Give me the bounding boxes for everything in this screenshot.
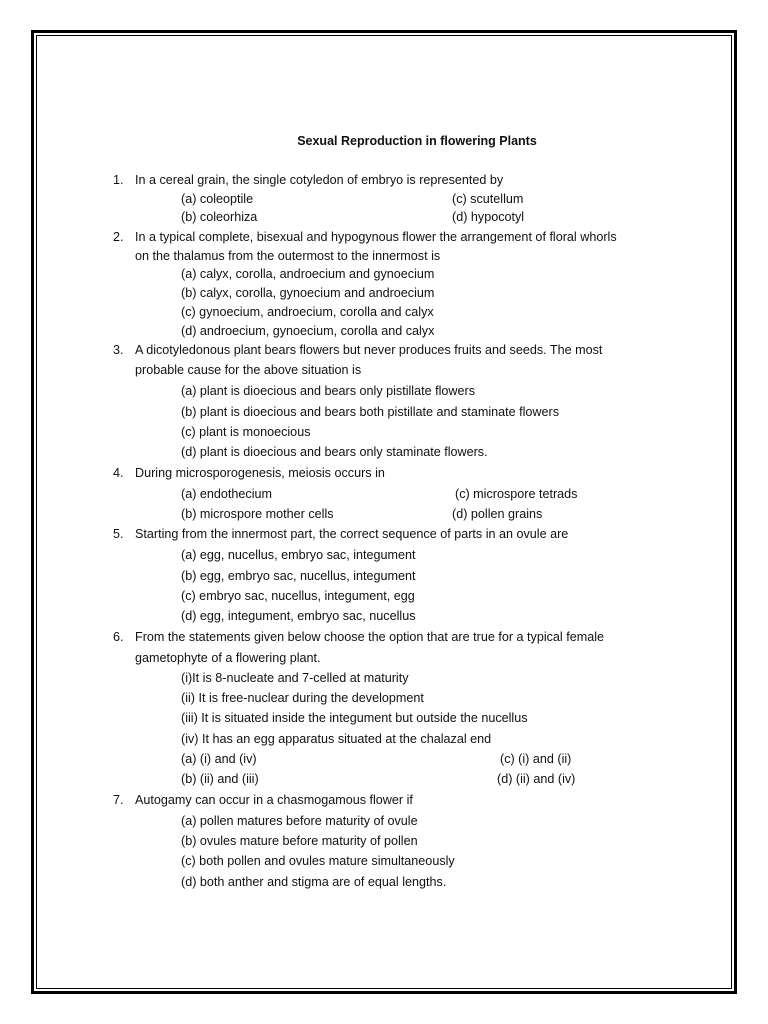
document-title: Sexual Reproduction in flowering Plants bbox=[297, 134, 537, 148]
option: (b) microspore mother cells bbox=[181, 507, 334, 521]
question-number: 3. bbox=[113, 343, 124, 357]
option: (c) (i) and (ii) bbox=[500, 752, 572, 766]
option: (c) scutellum bbox=[452, 192, 524, 206]
option: (d) pollen grains bbox=[452, 507, 543, 521]
option: (d) androecium, gynoecium, corolla and calyx bbox=[181, 324, 435, 338]
option: (c) plant is monoecious bbox=[181, 425, 311, 439]
option: (b) plant is dioecious and bears both pistillate and staminate flowers bbox=[181, 405, 560, 419]
option: (d) both anther and stigma are of equal lengths. bbox=[181, 875, 447, 889]
option: (b) calyx, corolla, gynoecium and androecium bbox=[181, 286, 435, 300]
option: (b) (ii) and (iii) bbox=[181, 772, 259, 786]
question-number: 7. bbox=[113, 793, 124, 807]
option: (d) (ii) and (iv) bbox=[497, 772, 576, 786]
option: (a) coleoptile bbox=[181, 192, 254, 206]
question-number: 1. bbox=[113, 173, 124, 187]
option: (c) gynoecium, androecium, corolla and calyx bbox=[181, 305, 434, 319]
question-stem: on the thalamus from the outermost to the innermost is bbox=[135, 249, 441, 263]
option: (a) (i) and (iv) bbox=[181, 752, 257, 766]
option: (c) embryo sac, nucellus, integument, egg bbox=[181, 589, 415, 603]
question-stem: During microsporogenesis, meiosis occurs in bbox=[135, 466, 385, 480]
option: (a) pollen matures before maturity of ovule bbox=[181, 814, 418, 828]
option: (c) microspore tetrads bbox=[455, 487, 578, 501]
question-stem: Starting from the innermost part, the correct sequence of parts in an ovule are bbox=[135, 527, 569, 541]
option: (d) hypocotyl bbox=[452, 210, 525, 224]
question-number: 2. bbox=[113, 230, 124, 244]
option: (a) plant is dioecious and bears only pistillate flowers bbox=[181, 384, 476, 398]
question-stem: gametophyte of a flowering plant. bbox=[135, 651, 321, 665]
statement: (iii) It is situated inside the integument but outside the nucellus bbox=[181, 711, 528, 725]
question-number: 4. bbox=[113, 466, 124, 480]
option: (c) both pollen and ovules mature simultaneously bbox=[181, 854, 455, 868]
option: (a) egg, nucellus, embryo sac, integument bbox=[181, 548, 416, 562]
question-stem: In a cereal grain, the single cotyledon of embryo is represented by bbox=[135, 173, 504, 187]
statement: (ii) It is free-nuclear during the development bbox=[181, 691, 424, 705]
option: (a) endothecium bbox=[181, 487, 273, 501]
option: (d) egg, integument, embryo sac, nucellus bbox=[181, 609, 416, 623]
option: (b) ovules mature before maturity of pollen bbox=[181, 834, 418, 848]
question-stem: Autogamy can occur in a chasmogamous flower if bbox=[135, 793, 413, 807]
option: (d) plant is dioecious and bears only staminate flowers. bbox=[181, 445, 488, 459]
question-number: 6. bbox=[113, 630, 124, 644]
question-number: 5. bbox=[113, 527, 124, 541]
question-stem: A dicotyledonous plant bears flowers but never produces fruits and seeds. The most bbox=[135, 343, 603, 357]
question-stem: From the statements given below choose the option that are true for a typical female bbox=[135, 630, 605, 644]
option: (b) egg, embryo sac, nucellus, integument bbox=[181, 569, 416, 583]
question-stem: probable cause for the above situation is bbox=[135, 363, 362, 377]
option: (a) calyx, corolla, androecium and gynoecium bbox=[181, 267, 435, 281]
option: (b) coleorhiza bbox=[181, 210, 258, 224]
statement: (i)It is 8-nucleate and 7-celled at maturity bbox=[181, 671, 409, 685]
question-stem: In a typical complete, bisexual and hypogynous flower the arrangement of floral whorls bbox=[135, 230, 617, 244]
statement: (iv) It has an egg apparatus situated at the chalazal end bbox=[181, 732, 492, 746]
